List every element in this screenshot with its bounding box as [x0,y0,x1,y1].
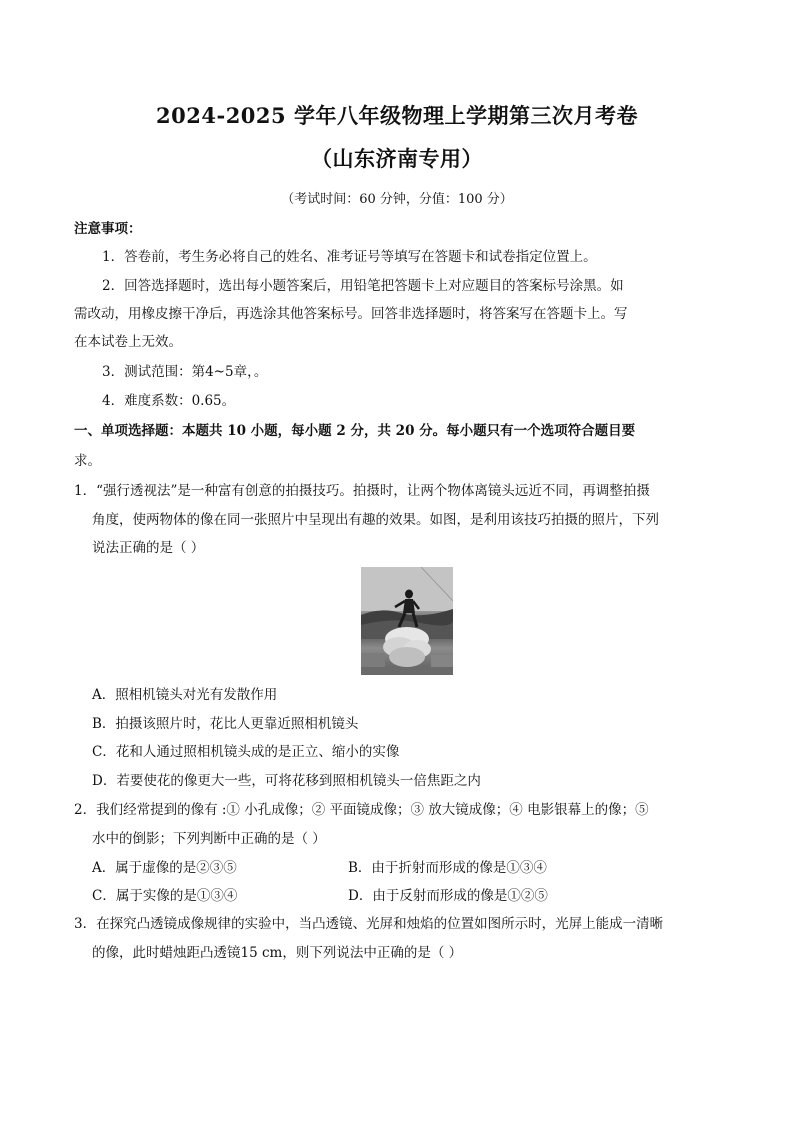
note-item-3: 3．测试范围：第4~5章，。 [102,364,268,380]
q1-stem-line-1: 1．“强行透视法”是一种富有创意的拍摄技巧。拍摄时，让两个物体离镜头远近不同，再调整拍摄 [74,483,650,499]
forced-perspective-photo [361,567,453,675]
q2-option-c: C．属于实像的是①③④ [92,888,238,904]
q2-option-a: A．属于虚像的是②③⑤ [92,860,237,876]
q2-option-b: B．由于折射而形成的像是①③④ [348,860,547,876]
q3-stem-line-1: 3．在探究凸透镜成像规律的实验中，当凸透镜、光屏和烛焰的位置如图所示时，光屏上能成一清晰 [74,916,664,932]
exam-region-title: （山东济南专用） [311,146,483,171]
q1-stem-line-3: 说法正确的是（ ） [92,540,205,556]
note-item-2-line-1: 2．回答选择题时，选出每小题答案后，用铅笔把答题卡上对应题目的答案标号涂黑。如 [102,278,624,294]
q1-option-c: C．花和人通过照相机镜头成的是正立、缩小的实像 [92,744,400,760]
notes-heading: 注意事项： [74,221,142,237]
q2-stem-line-1: 2．我们经常提到的像有 :① 小孔成像；② 平面镜成像；③ 放大镜成像；④ 电影银幕上的像；⑤ [74,802,649,818]
section-1-heading-line-1: 一、单项选择题：本题共 10 小题，每小题 2 分，共 20 分。每小题只有一个选项符合题目要 [74,423,636,439]
note-item-2-line-2: 需改动，用橡皮擦干净后，再选涂其他答案标号。回答非选择题时，将答案写在答题卡上。写 [74,306,628,322]
note-item-2-line-3: 在本试卷上无效。 [74,334,182,350]
note-item-4: 4．难度系数：0.65。 [102,393,236,409]
q2-option-d: D．由于反射而形成的像是①②⑤ [348,888,548,904]
note-item-1: 1．答卷前，考生务必将自己的姓名、准考证号等填写在答题卡和试卷指定位置上。 [102,249,597,265]
exam-title: 2024-2025 学年八年级物理上学期第三次月考卷 [156,103,638,128]
q1-stem-line-2: 角度，使两物体的像在同一张照片中呈现出有趣的效果。如图，是利用该技巧拍摄的照片，下列 [92,512,659,528]
section-1-heading-line-2: 求。 [74,453,101,469]
q1-photo [361,567,453,675]
q1-option-b: B．拍摄该照片时，花比人更靠近照相机镜头 [92,716,359,732]
q1-option-d: D．若要使花的像更大一些，可将花移到照相机镜头一倍焦距之内 [92,773,481,789]
q1-option-a: A．照相机镜头对光有发散作用 [92,687,278,703]
q3-stem-line-2: 的像，此时蜡烛距凸透镜15 cm，则下列说法中正确的是（ ） [92,945,463,961]
q2-stem-line-2: 水中的倒影；下列判断中正确的是（ ） [92,831,326,847]
exam-info: （考试时间：60 分钟，分值：100 分） [281,192,513,207]
